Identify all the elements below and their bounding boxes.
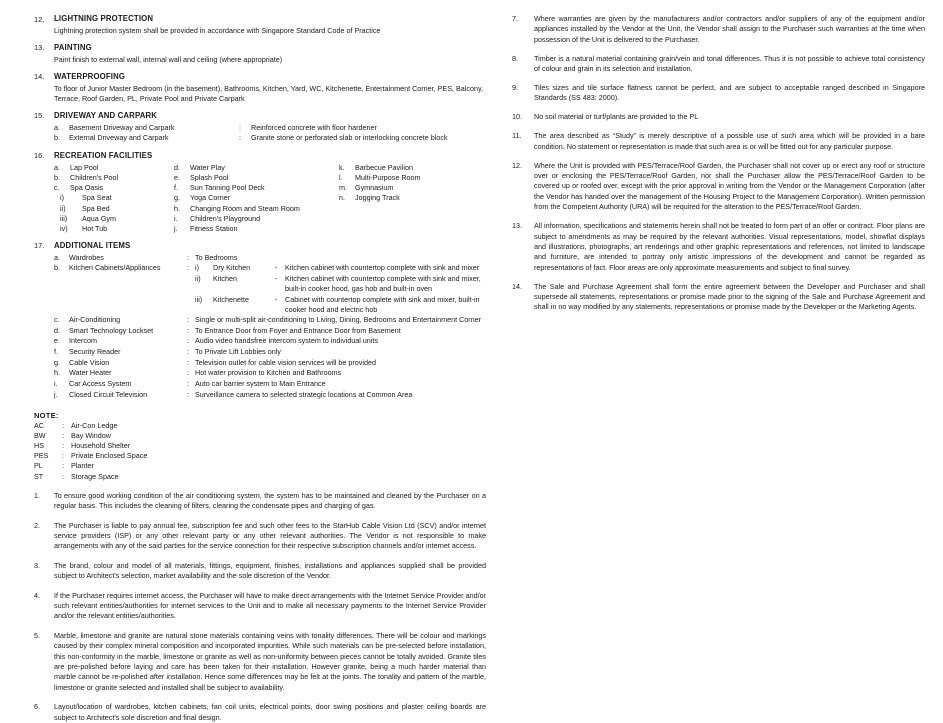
item-label: Smart Technology Lockset [69, 325, 154, 335]
paragraph-text: All information, specifications and statements herein shall not be treated to form part of an offer or contract. Floor plans are subject to amendments as may be required by the relevant authorities. Visual representations, model, showflat displays and illustrations, photographs, art renderings and other graphic representations and references, not limited to landscape and furniture, are intended to portray only artistic impressions of the development and cannot be regarded as representations of fact. Floor areas are only approximate measurements and subject to final survey. [534, 221, 925, 272]
recreation-item [174, 224, 339, 234]
item-key: a. [54, 162, 60, 172]
additional-item [54, 336, 486, 346]
item-value: Hot water provision to Kitchen and Bathrooms [195, 368, 342, 378]
subitem-dash: - [275, 263, 278, 273]
item-letter: e. [54, 336, 60, 346]
section-title: PAINTING [54, 42, 92, 52]
item-colon: : [239, 122, 241, 132]
recreation-item [54, 224, 174, 234]
note-paragraph [34, 591, 486, 622]
section-title: ADDITIONAL ITEMS [54, 240, 131, 250]
subitem-tag: i) [195, 263, 199, 273]
paragraph-text: Marble, limestone and granite are natural stone materials containing veins with tonality differences. There will be colour and markings caused by their complex mineral composition and incorporated impurities. While such materials can be pre-selected before installation, this non-conformity in the marble, limestone or granite as well as non-uniformity between pieces cannot be totally avoided. Granite tiles are pre-polished before laying and care has been taken for their installation. However granite, being a much harder material than marble cannot be re-polished after installation. Hence some differences may be felt at the joints. The tonality and pattern of the marble, limestone or granite selected and installed shall be subject to availability. [54, 630, 486, 692]
section-number: 14. [34, 72, 45, 82]
recreation-item [174, 173, 339, 183]
recreation-item [174, 204, 339, 214]
recreation-item [339, 173, 489, 183]
driveway-item [54, 133, 486, 143]
item-colon: : [187, 325, 189, 335]
subitem-dash: - [275, 294, 278, 304]
abbr-separator: : [62, 471, 64, 481]
note-paragraph [512, 112, 925, 122]
additional-item [54, 368, 486, 378]
item-value: Auto car barrier system to Main Entrance [195, 379, 326, 389]
item-colon: : [187, 347, 189, 357]
subitem-name: Dry Kitchen [213, 263, 251, 273]
item-colon: : [187, 252, 189, 262]
item-label: Wardrobes [69, 252, 104, 262]
note-paragraph [34, 491, 486, 512]
item-letter: b. [54, 133, 60, 143]
item-value: Surveillance camera to selected strategic locations at Common Area [195, 389, 413, 399]
section-body [54, 72, 486, 105]
item-value: Spa Seat [82, 193, 112, 203]
item-colon: : [187, 314, 189, 324]
paragraph-number: 5. [34, 630, 40, 640]
section-text: Paint finish to external wall, internal wall and ceiling (where appropriate) [54, 54, 283, 64]
section-body [54, 111, 486, 145]
paragraph-text: No soil material or turf/plants are provided to the PL [534, 112, 699, 122]
note-abbreviation [34, 451, 486, 461]
item-key: iii) [60, 213, 68, 223]
additional-item [54, 326, 486, 336]
recreation-column-3 [339, 163, 489, 234]
item-letter: h. [54, 368, 60, 378]
section-body [54, 241, 486, 401]
additional-item [54, 347, 486, 357]
paragraph-text: If the Purchaser requires internet access, the Purchaser will have to make direct arrangements with the Internet Service Provider and/or such relevant entities/authorities for internet services to the Unit and to make all necessary payments to the Internet Service Provider and/or the relevant entities/authorities. [54, 590, 486, 621]
item-value: Spa Oasis [70, 183, 104, 193]
section-number: 15. [34, 111, 45, 121]
item-label: External Driveway and Carpark [69, 133, 169, 143]
item-label: Basement Driveway and Carpark [69, 122, 175, 132]
item-letter: b. [54, 263, 60, 273]
item-label: Water Heater [69, 368, 112, 378]
section-waterproofing [34, 72, 486, 105]
item-value: To Bedrooms [195, 252, 238, 262]
item-letter: f. [54, 347, 58, 357]
section-driveway-and-carpark [34, 111, 486, 145]
item-label: Kitchen Cabinets/Appliances [69, 263, 161, 273]
section-number: 12. [34, 14, 45, 24]
abbr-key: HS [34, 440, 44, 450]
paragraph-number: 3. [34, 560, 40, 570]
kitchen-subitem [195, 263, 486, 273]
recreation-item [339, 163, 489, 173]
recreation-item [54, 173, 174, 183]
item-letter: i. [54, 379, 58, 389]
recreation-item [339, 193, 489, 203]
note-abbreviation [34, 461, 486, 471]
note-paragraph [512, 54, 925, 75]
item-value: Television outlet for cable vision services will be provided [195, 357, 376, 367]
item-value: Aqua Gym [82, 213, 116, 223]
note-abbreviation [34, 421, 486, 431]
note-paragraph [34, 631, 486, 693]
paragraph-number: 11. [512, 131, 522, 141]
abbr-key: ST [34, 471, 44, 481]
recreation-item [54, 183, 174, 193]
item-letter: d. [54, 325, 60, 335]
subitem-dash: - [275, 273, 278, 283]
paragraph-text: Where warranties are given by the manufacturers and/or contractors and/or suppliers of any of the equipment and/or appliances installed by the Vendor at the Unit, the Vendor shall assign to the Purchaser such warranties at the time when possession of the Unit is delivered to the Purchaser. [534, 14, 925, 44]
recreation-item [54, 163, 174, 173]
subitem-desc: Kitchen cabinet with countertop complete with sink and mixer [285, 263, 480, 273]
item-value: To Entrance Door from Foyer and Entrance Door from Basement [195, 325, 401, 335]
note-paragraph [512, 131, 925, 152]
item-value: Hot Tub [82, 223, 108, 233]
section-title: LIGHTNING PROTECTION [54, 14, 154, 23]
subitem-tag: iii) [195, 294, 203, 304]
abbr-meaning: Private Enclosed Space [71, 451, 148, 461]
abbr-meaning: Planter [71, 461, 94, 471]
abbr-meaning: Bay Window [71, 430, 111, 440]
section-recreation-facilities [34, 151, 486, 235]
note-paragraph [512, 14, 925, 45]
abbr-key: AC [34, 420, 44, 430]
item-key: h. [174, 203, 180, 213]
paragraph-number: 6. [34, 702, 40, 712]
item-value: Children's Pool [70, 172, 119, 182]
paragraph-number: 8. [512, 53, 518, 63]
subitem-name: Kitchenette [213, 294, 249, 304]
subitem-name: Kitchen [213, 273, 237, 283]
paragraph-text: The Purchaser is liable to pay annual fee, subscription fee and such other fees to the StarHub Cable Vision Ltd (SCV) and/or internet service providers (ISP) or any other relevant party or any other relevant authorities. The Vendor is not responsible to make arrangements with any of the said parties for the service connection for their respective subscription channels and/or internet access. [54, 520, 486, 551]
item-value: Yoga Corner [190, 193, 231, 203]
item-value: Audio video handsfree intercom system to individual units [195, 336, 378, 346]
item-value: Jogging Track [355, 193, 400, 203]
item-key: m. [339, 183, 347, 193]
item-label: Air-Conditioning [69, 314, 121, 324]
subitem-desc: Cabinet with countertop complete with sink and mixer, built-in cooker hood and electric hob [285, 294, 480, 314]
left-column [34, 14, 486, 723]
item-key: k. [339, 162, 345, 172]
item-colon: : [187, 357, 189, 367]
paragraph-text: The Sale and Purchase Agreement shall form the entire agreement between the Developer and Purchaser and shall supersede all statements, representations or promise made prior to the signing of the Sale and Purchase Agreement and shall in no way modified by any statements, representations or promise made by the Developer or the Marketing Agents. [534, 281, 925, 312]
section-title: RECREATION FACILITIES [54, 150, 153, 160]
section-number: 16. [34, 151, 45, 161]
recreation-item [174, 163, 339, 173]
item-value: Splash Pool [190, 172, 229, 182]
paragraph-number: 1. [34, 490, 40, 500]
item-label: Closed Circuit Television [69, 389, 148, 399]
section-body [54, 151, 489, 235]
recreation-item [54, 204, 174, 214]
note-abbreviation [34, 431, 486, 441]
paragraph-number: 2. [34, 520, 40, 530]
subitem-tag: ii) [195, 273, 201, 283]
item-key: n. [339, 193, 345, 203]
abbr-key: PL [34, 461, 43, 471]
paragraph-text: Where the Unit is provided with PES/Terrace/Roof Garden, the Purchaser shall not cover up or erect any roof or structure over or enclosing the PES/Terrace/Roof Garden, nor shall the Purchaser allow the PES/Terrace/Roof Garden to be covered up or roofed over, except with the prior approval in writing from the Vendor or the Management Corporation (after the Vendor has handed over the management of the Housing Project to the Management Corporation). Written permission from the Competent Authority (URA) will be required for the alteration to the PES/Terrace/Roof Garden. [534, 160, 925, 212]
section-title: DRIVEWAY AND CARPARK [54, 110, 158, 120]
item-value: Single or multi-split air-conditioning to Living, Dining, Bedrooms and Entertainment Corner [195, 314, 482, 324]
two-column-layout [34, 14, 925, 723]
abbr-separator: : [62, 430, 64, 440]
item-value: Fitness Station [190, 223, 238, 233]
kitchen-subitem [195, 295, 486, 315]
paragraph-number: 4. [34, 590, 40, 600]
paragraph-number: 10. [512, 112, 522, 122]
recreation-grid [54, 163, 489, 234]
note-paragraph [34, 702, 486, 723]
note-paragraph [512, 221, 925, 273]
item-colon: : [187, 336, 189, 346]
item-colon: : [187, 368, 189, 378]
item-value: To Private Lift Lobbies only [195, 347, 281, 357]
note-abbreviation [34, 472, 486, 482]
item-letter: g. [54, 357, 60, 367]
additional-item [54, 390, 486, 400]
paragraph-text: To ensure good working condition of the air conditioning system, the system has to be maintained and cleaned by the Purchaser on a regular basis. This includes the cleaning of filters, clearing the condensate pipes and charging of gas. [54, 490, 486, 511]
item-key: j. [174, 223, 178, 233]
section-lightning-protection [34, 14, 486, 36]
additional-item [54, 358, 486, 368]
recreation-column-1 [54, 163, 174, 234]
note-paragraph [512, 83, 925, 104]
note-paragraph [512, 282, 925, 313]
right-column [512, 14, 925, 321]
note-paragraph [34, 521, 486, 552]
abbr-separator: : [62, 451, 64, 461]
additional-item [54, 379, 486, 389]
item-label: Cable Vision [69, 357, 110, 367]
abbr-meaning: Household Shelter [71, 440, 131, 450]
paragraph-number: 9. [512, 83, 518, 93]
item-label: Security Reader [69, 347, 121, 357]
paragraph-text: Layout/location of wardrobes, kitchen cabinets, fan coil units, electrical points, door swing positions and plaster ceiling boards are subject to Architect's sole discretion and final design. [54, 702, 486, 722]
item-letter: a. [54, 252, 60, 262]
abbr-separator: : [62, 420, 64, 430]
driveway-item [54, 123, 486, 133]
paragraph-text: Timber is a natural material containing grain/vein and tonal differences. Thus it is not possible to achieve total consistency of colour and grain in its selection and installation. [534, 53, 925, 74]
recreation-item [174, 183, 339, 193]
note-abbreviation [34, 441, 486, 451]
abbr-meaning: Air-Con Ledge [71, 420, 118, 430]
additional-item [54, 315, 486, 325]
paragraph-number: 12. [512, 160, 522, 170]
item-colon: : [187, 263, 189, 273]
section-additional-items [34, 241, 486, 401]
kitchenette-row [54, 295, 486, 315]
item-key: d. [174, 162, 180, 172]
item-label: Intercom [69, 336, 97, 346]
section-title: WATERPROOFING [54, 71, 126, 81]
abbr-meaning: Storage Space [71, 471, 119, 481]
subitem-desc: Kitchen cabinet with countertop complete with sink and mixer, built-in cooker hood, gas hob and built-in oven [285, 273, 481, 293]
item-key: f. [174, 183, 178, 193]
item-key: l. [339, 172, 343, 182]
paragraph-number: 13. [512, 221, 522, 231]
item-value: Gymnasium [355, 183, 394, 193]
item-key: ii) [60, 203, 66, 213]
item-value [195, 263, 486, 294]
abbr-separator: : [62, 461, 64, 471]
additional-item-kitchen [54, 263, 486, 294]
paragraph-text: The area described as “Study” is merely descriptive of a possible use of such area which will be provided in a bare condition. No statement or representation is made that such area is or will be fitted out for any particular purpose. [534, 131, 925, 151]
section-number: 13. [34, 43, 45, 53]
abbr-key: PES [34, 451, 49, 461]
note-heading: NOTE: [34, 410, 59, 420]
note-paragraph-list [34, 491, 486, 723]
item-letter: c. [54, 314, 60, 324]
item-colon: : [187, 389, 189, 399]
kitchen-subitem [195, 274, 486, 294]
note-paragraph [34, 561, 486, 582]
item-value: Barbecue Pavilion [355, 162, 413, 172]
paragraph-text: The brand, colour and model of all materials, fittings, equipment, finishes, installations and appliances supplied shall be provided subject to Architect's selection, market availability and the sole discretion of the Vendor. [54, 560, 486, 581]
item-value: Sun Tanning Pool Deck [190, 183, 265, 193]
paragraph-number: 14. [512, 281, 522, 291]
paragraph-text: Tiles sizes and tile surface flatness cannot be perfect, and are subject to acceptable ranged described in Singapore Standards (SS 483: 2000). [534, 83, 925, 103]
recreation-item [174, 214, 339, 224]
item-key: e. [174, 172, 180, 182]
abbr-separator: : [62, 440, 64, 450]
abbr-key: BW [34, 430, 46, 440]
item-letter: j. [54, 389, 58, 399]
item-value: Granite stone or perforated slab or interlocking concrete block [251, 133, 448, 143]
recreation-item [54, 214, 174, 224]
recreation-item [339, 183, 489, 193]
item-value: Water Play [190, 162, 225, 172]
section-number: 17. [34, 241, 45, 251]
paragraph-number: 7. [512, 14, 518, 23]
item-colon: : [239, 133, 241, 143]
section-text: To floor of Junior Master Bedroom (in the basement), Bathrooms, Kitchen, Yard, WC, Kitchenette, Entertainment Corner, PES, Balcony, Terrace, Roof Garden, PL, Private Pool and Private Carpark [54, 83, 484, 103]
item-value: Multi-Purpose Room [355, 172, 421, 182]
item-key: c. [54, 183, 60, 193]
item-key: b. [54, 172, 60, 182]
recreation-item [174, 193, 339, 203]
note-abbreviation-list [34, 421, 486, 482]
section-text: Lightning protection system shall be provided in accordance with Singapore Standard Code of Practice [54, 26, 381, 36]
item-value: Changing Room and Steam Room [190, 203, 300, 213]
item-label: Car Access System [69, 379, 132, 389]
section-body [54, 14, 486, 36]
section-painting [34, 43, 486, 65]
item-value: Spa Bed [82, 203, 110, 213]
item-key: iv) [60, 223, 68, 233]
additional-item [54, 253, 486, 263]
item-key: i. [174, 213, 178, 223]
item-key: g. [174, 193, 180, 203]
note-paragraph [512, 161, 925, 213]
item-value: Lap Pool [70, 162, 99, 172]
item-key: i) [60, 193, 64, 203]
item-colon: : [187, 379, 189, 389]
item-letter: a. [54, 122, 60, 132]
item-value: Children's Playground [190, 213, 261, 223]
section-body [54, 43, 486, 65]
recreation-item [54, 193, 174, 203]
recreation-column-2 [174, 163, 339, 234]
item-value: Reinforced concrete with floor hardener [251, 122, 377, 132]
